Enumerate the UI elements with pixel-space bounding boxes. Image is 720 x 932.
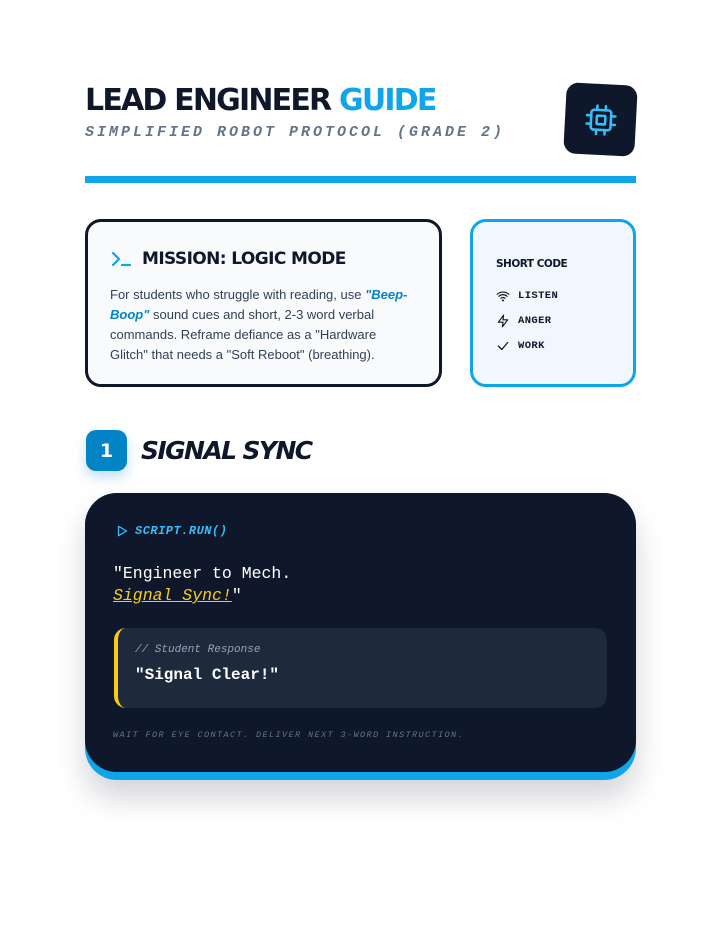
mission-card xyxy=(85,219,442,387)
short-code-title: SHORT CODE xyxy=(496,258,568,270)
short-code-item-listen xyxy=(496,283,633,308)
mission-body-emphasis: "Beep-Boop" xyxy=(110,287,408,322)
page-subtitle: SIMPLIFIED ROBOT PROTOCOL (GRADE 2) xyxy=(85,124,506,141)
mission-body xyxy=(110,285,417,365)
student-response-label: // Student Response xyxy=(135,644,261,656)
short-code-label: ANGER xyxy=(518,314,552,327)
checkmark-icon xyxy=(496,339,510,353)
script-run-label: SCRIPT.RUN() xyxy=(135,524,228,538)
engineer-line-text: "Engineer to Mech. xyxy=(113,564,292,583)
mission-header xyxy=(110,245,417,273)
short-code-label: LISTEN xyxy=(518,289,559,302)
mission-body-text-2: sound cues and short, 2-3 word verbal commands. Reframe defiance as a "Hardware Glitch" that needs a "Soft Reboot" (breathing). xyxy=(110,307,377,362)
short-code-item-anger xyxy=(496,308,633,333)
header xyxy=(85,84,636,184)
cpu-chip-badge xyxy=(563,82,638,157)
script-card xyxy=(85,493,636,780)
header-divider xyxy=(85,176,636,183)
engineer-line xyxy=(113,563,291,607)
student-response-text: "Signal Clear!" xyxy=(135,666,280,684)
wifi-signal-icon xyxy=(496,289,510,303)
step-number-badge: 1 xyxy=(86,430,127,471)
script-run-header xyxy=(115,524,227,538)
lightning-bolt-icon xyxy=(496,314,510,328)
short-code-card xyxy=(470,219,636,387)
script-footnote: WAIT FOR EYE CONTACT. DELIVER NEXT 3-WORD INSTRUCTION. xyxy=(113,730,465,740)
title-main: LEAD ENGINEER xyxy=(85,83,331,118)
short-code-item-work xyxy=(496,333,633,358)
signal-sync-highlight: Signal Sync! xyxy=(113,586,232,605)
student-response-box xyxy=(114,628,607,708)
closing-quote: " xyxy=(231,586,242,605)
terminal-prompt-icon xyxy=(110,249,132,269)
title-accent: GUIDE xyxy=(339,83,436,118)
step-title: SIGNAL SYNC xyxy=(141,436,312,465)
play-icon xyxy=(115,524,129,538)
cpu-chip-icon xyxy=(583,102,619,138)
page-title xyxy=(85,84,436,118)
mission-body-text-1: For students who struggle with reading, use xyxy=(110,287,366,302)
script-console xyxy=(85,493,636,772)
short-code-label: WORK xyxy=(518,339,545,352)
mission-title: MISSION: LOGIC MODE xyxy=(142,249,346,269)
